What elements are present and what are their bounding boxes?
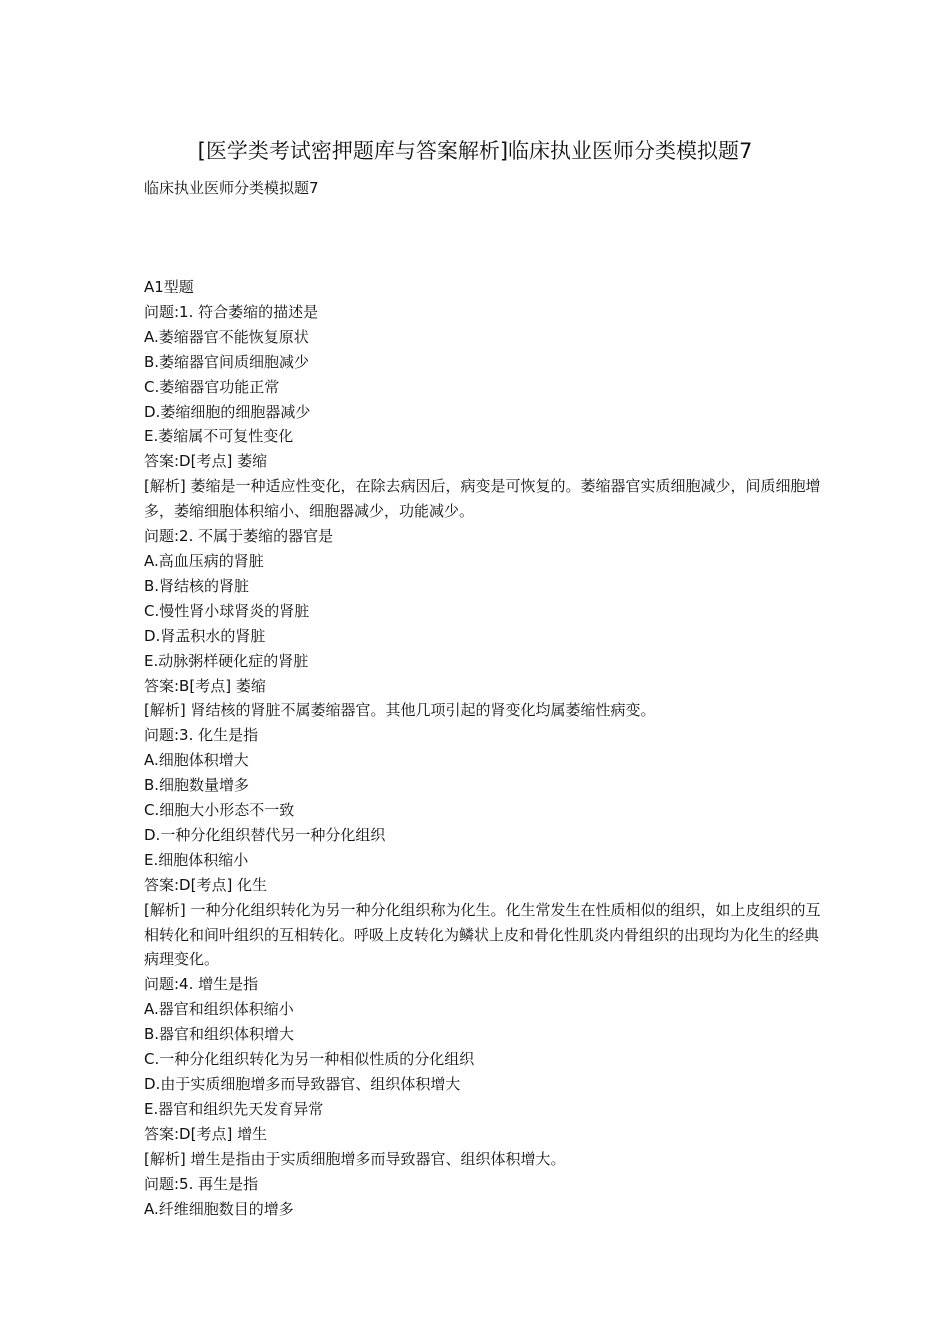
question-4-option-a: A.器官和组织体积缩小: [144, 1000, 294, 1019]
question-1-stem: 问题:1. 符合萎缩的描述是: [144, 302, 319, 321]
question-3-option-e: E.细胞体积缩小: [144, 850, 249, 869]
question-3-option-c: C.细胞大小形态不一致: [144, 801, 295, 820]
question-2-answer: 答案:B[考点] 萎缩: [144, 676, 266, 695]
question-1-option-c: C.萎缩器官功能正常: [144, 377, 280, 396]
question-3-analysis: [解析] 一种分化组织转化为另一种分化组织称为化生。化生常发生在性质相似的组织，如上皮组织的互相转化和间叶组织的互相转化。呼吸上皮转化为鳞状上皮和骨化性肌炎内骨组织的出现均为化生的经典病理变化。: [144, 900, 821, 969]
question-1-answer: 答案:D[考点] 萎缩: [144, 452, 268, 471]
question-4-option-c: C.一种分化组织转化为另一种相似性质的分化组织: [144, 1050, 475, 1069]
question-1-option-a: A.萎缩器官不能恢复原状: [144, 327, 309, 346]
question-1-analysis: [解析] 萎缩是一种适应性变化，在除去病因后，病变是可恢复的。萎缩器官实质细胞减少，间质细胞增多，萎缩细胞体积缩小、细胞器减少，功能减少。: [144, 477, 821, 521]
question-5-option-a: A.纤维细胞数目的增多: [144, 1199, 294, 1218]
question-4-option-d: D.由于实质细胞增多而导致器官、组织体积增大: [144, 1075, 461, 1093]
question-5-stem: 问题:5. 再生是指: [144, 1174, 259, 1193]
question-4-option-b: B.器官和组织体积增大: [144, 1025, 295, 1044]
document-title: [医学类考试密押题库与答案解析]临床执业医师分类模拟题7: [197, 139, 753, 163]
question-3-option-d: D.一种分化组织替代另一种分化组织: [144, 825, 386, 844]
question-1-option-e: E.萎缩属不可复性变化: [144, 427, 294, 446]
document-body: [144, 275, 824, 1221]
section-heading: A1型题: [144, 278, 194, 296]
question-4-answer: 答案:D[考点] 增生: [144, 1124, 268, 1143]
question-2-option-d: D.肾盂积水的肾脏: [144, 626, 266, 645]
question-2-option-a: A.高血压病的肾脏: [144, 551, 264, 570]
question-3-option-a: A.细胞体积增大: [144, 751, 249, 770]
document-subtitle: 临床执业医师分类模拟题7: [144, 179, 319, 197]
question-4-analysis: [解析] 增生是指由于实质细胞增多而导致器官、组织体积增大。: [144, 1149, 566, 1168]
question-3-stem: 问题:3. 化生是指: [144, 726, 259, 745]
question-2-option-b: B.肾结核的肾脏: [144, 576, 250, 595]
question-2-analysis: [解析] 肾结核的肾脏不属萎缩器官。其他几项引起的肾变化均属萎缩性病变。: [144, 701, 656, 720]
question-3-answer: 答案:D[考点] 化生: [144, 875, 268, 894]
question-4-stem: 问题:4. 增生是指: [144, 975, 259, 994]
question-2-option-e: E.动脉粥样硬化症的肾脏: [144, 651, 309, 670]
question-1-option-d: D.萎缩细胞的细胞器减少: [144, 402, 311, 421]
question-1-option-b: B.萎缩器官间质细胞减少: [144, 352, 310, 371]
question-2-stem: 问题:2. 不属于萎缩的器官是: [144, 527, 334, 546]
question-3-option-b: B.细胞数量增多: [144, 776, 250, 795]
question-4-option-e: E.器官和组织先天发育异常: [144, 1099, 324, 1118]
question-2-option-c: C.慢性肾小球肾炎的肾脏: [144, 601, 310, 620]
